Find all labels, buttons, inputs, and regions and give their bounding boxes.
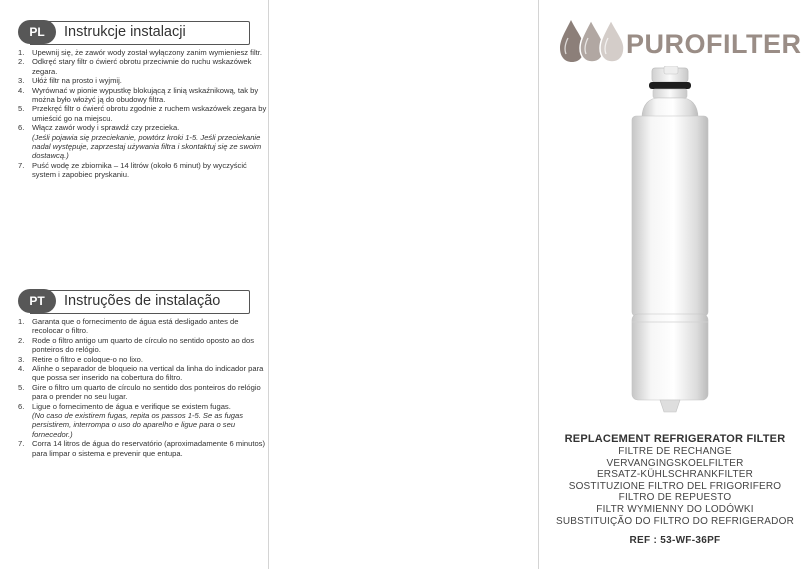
step-text: Rode o filtro antigo um quarto de círculo no sentido oposto ao dos ponteiros do relógio. [32, 335, 255, 355]
step-number: 3. [18, 76, 25, 86]
step-item [18, 123, 268, 161]
product-title-translation: FILTR WYMIENNY DO LODÓWKI [596, 503, 754, 515]
step-text: Wyrównać w pionie wypustkę blokującą z linią wskaźnikową, tak by można było włożyć ją do obudowy filtra. [32, 85, 259, 105]
fold-line-right [538, 0, 539, 569]
section-portuguese [18, 289, 265, 458]
step-number: 3. [18, 354, 25, 364]
step-number: 5. [18, 382, 25, 392]
product-title-translation: SUBSTITUIÇÃO DO FILTRO DO REFRIGERADOR [556, 515, 794, 527]
step-item [18, 364, 268, 383]
step-text: Ułóż filtr na prosto i wyjmij. [32, 76, 122, 86]
step-number: 1. [18, 48, 25, 57]
step-number: 4. [18, 85, 25, 95]
step-text: Garanta que o fornecimento de água está desligado antes de recolocar o filtro. [32, 317, 239, 336]
water-drops-icon [558, 16, 628, 66]
filter-cartridge-image [620, 66, 720, 414]
product-title-translation: ERSATZ-KÜHLSCHRANKFILTER [596, 469, 754, 481]
step-item [18, 336, 268, 355]
step-item [18, 355, 268, 364]
step-item [18, 402, 268, 440]
step-number: 2. [18, 57, 25, 67]
step-text: Przekręć filtr o ćwierć obrotu zgodnie z ruchem wskazówek zegara by umieścić go na miejscu. [32, 104, 267, 123]
step-item [18, 161, 268, 180]
language-code-badge: PT [18, 289, 56, 313]
step-number: 5. [18, 104, 25, 114]
step-item [18, 383, 268, 402]
section-title: Instrukcje instalacji [64, 24, 186, 40]
step-text: Ligue o fornecimento de água e verifique se existem fugas. [32, 401, 231, 411]
step-item [18, 317, 268, 336]
step-text: Corra 14 litros de água do reservatório (aproximadamente 6 minutos) para limpar o sistema e prevenir que entupa. [32, 439, 265, 458]
section-polish [18, 20, 267, 180]
step-number: 2. [18, 335, 25, 345]
section-title: Instruções de instalação [64, 293, 221, 309]
step-item [18, 57, 268, 76]
product-title-translation: FILTRE DE RECHANGE [618, 446, 732, 457]
step-text: Włącz zawór wody i sprawdź czy przecieka. [32, 123, 180, 133]
step-text: Upewnij się, że zawór wody został wyłączony zanim wymieniesz filtr. [32, 48, 262, 57]
step-item [18, 48, 268, 57]
step-number: 4. [18, 364, 25, 374]
step-note: (Jeśli pojawia się przeciekanie, powtórz kroki 1-5. Jeśli przeciekanie nadal występuje, zaprzestaj używania filtra i skontaktuj się ze swoim dostawcą.) [32, 132, 262, 161]
brand-logo [558, 16, 802, 66]
section-header-polish [18, 20, 250, 45]
step-item [18, 439, 268, 458]
step-list-polish [18, 48, 267, 180]
step-text: Puść wodę ze zbiornika – 14 litrów (około 6 minut) by wyczyścić system i zapobiec pryskaniu. [32, 160, 247, 180]
step-number: 7. [18, 160, 25, 170]
step-item [18, 104, 268, 123]
step-number: 6. [18, 123, 25, 133]
step-note: (No caso de existirem fugas, repita os passos 1-5. Se as fugas persistirem, interrompa o uso do aparelho e ligue para o seu fornecedor.) [32, 411, 244, 439]
product-title-translation: FILTRO DE REPUESTO [618, 492, 732, 504]
filter-cartridge-icon [620, 66, 720, 414]
brand-name: PUROFILTER [626, 29, 802, 59]
step-list-portuguese [18, 317, 265, 458]
product-title-translation: VERVANGINGSKOELFILTER [606, 457, 744, 469]
product-reference: REF : 53-WF-36PF [629, 535, 721, 547]
step-text: Gire o filtro um quarto de círculo no sentido dos ponteiros do relógio para o prender no seu lugar. [32, 382, 261, 402]
step-text: Alinhe o separador de bloqueio na vertical da linha do indicador para que possa ser inserido na cobertura do filtro. [32, 364, 264, 383]
step-number: 6. [18, 401, 25, 411]
step-item [18, 76, 268, 85]
step-number: 7. [18, 439, 25, 449]
language-code-badge: PL [18, 20, 56, 44]
step-number: 1. [18, 317, 25, 326]
product-title: REPLACEMENT REFRIGERATOR FILTER [564, 433, 786, 445]
product-title-block [546, 432, 804, 546]
product-title-translation: SOSTITUZIONE FILTRO DEL FRIGORIFERO [568, 480, 782, 492]
fold-line-left [268, 0, 269, 569]
step-text: Retire o filtro e coloque-o no lixo. [32, 354, 144, 364]
section-header-portuguese [18, 289, 250, 314]
step-text: Odkręć stary filtr o ćwierć obrotu przeciwnie do ruchu wskazówek zegara. [32, 57, 252, 76]
step-item [18, 86, 268, 105]
